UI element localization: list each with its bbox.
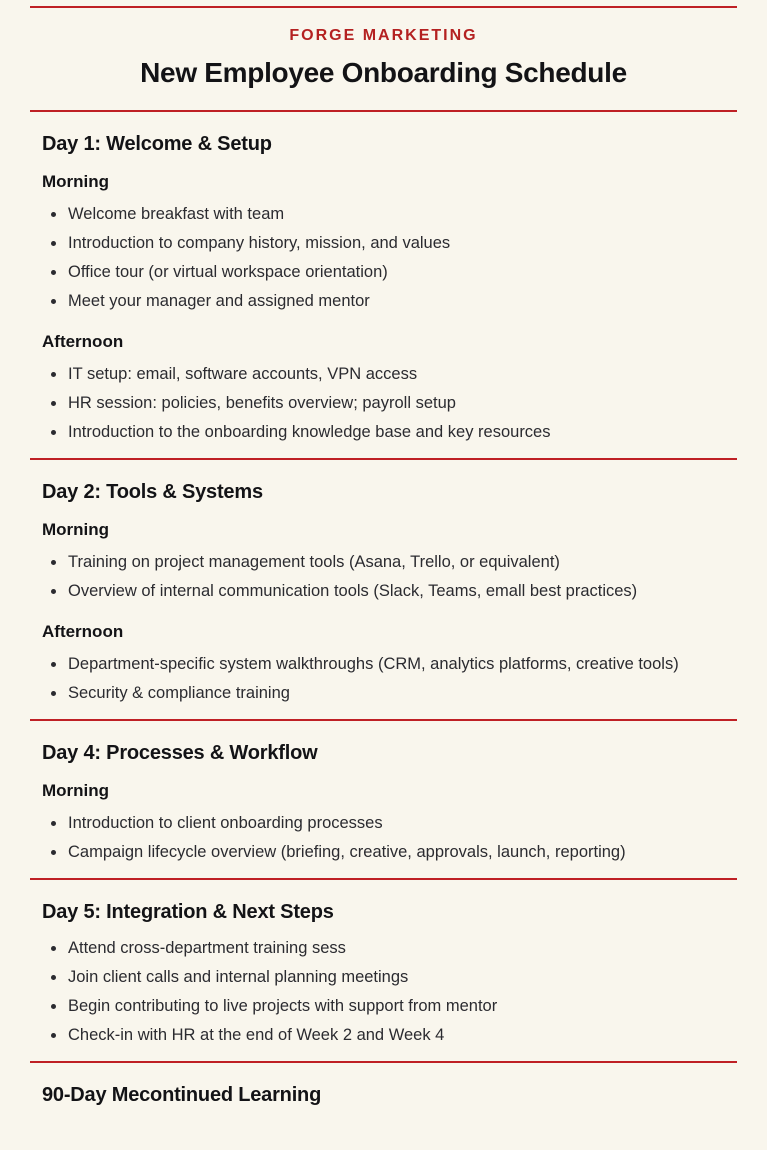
section-heading-day-2: Day 2: Tools & Systems: [42, 481, 263, 503]
schedule-item: Campaign lifecycle overview (briefing, creative, approvals, launch, reporting): [50, 838, 737, 867]
section-heading-90-day: 90-Day Mecontinued Learning: [42, 1084, 322, 1106]
schedule-item: Office tour (or virtual workspace orientation): [50, 258, 737, 287]
subheading-afternoon: Afternoon: [42, 622, 124, 641]
subheading-morning: Morning: [42, 172, 110, 191]
schedule-item: Attend cross-department training sess: [50, 934, 737, 963]
schedule-item: Welcome breakfast with team: [50, 200, 737, 229]
section-divider-rule: [30, 878, 737, 880]
section-heading-day-5: Day 5: Integration & Next Steps: [42, 901, 334, 923]
afternoon-item-list: [42, 650, 737, 708]
section-day-1: [42, 132, 737, 447]
schedule-item: IT setup: email, software accounts, VPN access: [50, 360, 737, 389]
section-day-2: [42, 480, 737, 708]
section-divider-rule: [30, 1061, 737, 1063]
schedule-item: Department-specific system walkthroughs (CRM, analytics platforms, creative tools): [50, 650, 737, 679]
schedule-item: Overview of internal communication tools (Slack, Teams, emall best practices): [50, 577, 737, 606]
brand-name: FORGE MARKETING: [289, 27, 478, 44]
section-heading-day-4: Day 4: Processes & Workflow: [42, 742, 318, 764]
section-day-5: [42, 900, 737, 1050]
schedule-item: Begin contributing to live projects with support from mentor: [50, 992, 737, 1021]
afternoon-item-list: [42, 360, 737, 447]
section-heading-day-1: Day 1: Welcome & Setup: [42, 133, 272, 155]
schedule-item: HR session: policies, benefits overview; payroll setup: [50, 389, 737, 418]
morning-item-list: [42, 809, 737, 867]
schedule-content: [30, 132, 737, 1107]
title-divider-rule: [30, 110, 737, 112]
subheading-afternoon: Afternoon: [42, 332, 124, 351]
day-5-item-list: [42, 934, 737, 1050]
schedule-item: Introduction to client onboarding processes: [50, 809, 737, 838]
schedule-item: Introduction to company history, mission, and values: [50, 229, 737, 258]
section-90-day: [42, 1083, 737, 1107]
schedule-item: Security & compliance training: [50, 679, 737, 708]
subheading-morning: Morning: [42, 520, 110, 539]
schedule-item: Join client calls and internal planning meetings: [50, 963, 737, 992]
schedule-item: Check-in with HR at the end of Week 2 and Week 4: [50, 1021, 737, 1050]
page-title: New Employee Onboarding Schedule: [140, 57, 627, 88]
section-divider-rule: [30, 458, 737, 460]
morning-item-list: [42, 200, 737, 316]
schedule-item: Meet your manager and assigned mentor: [50, 287, 737, 316]
top-divider-rule: [30, 6, 737, 8]
schedule-item: Training on project management tools (Asana, Trello, or equivalent): [50, 548, 737, 577]
subheading-morning: Morning: [42, 781, 110, 800]
section-day-4: [42, 741, 737, 867]
schedule-item: Introduction to the onboarding knowledge base and key resources: [50, 418, 737, 447]
morning-item-list: [42, 548, 737, 606]
section-divider-rule: [30, 719, 737, 721]
